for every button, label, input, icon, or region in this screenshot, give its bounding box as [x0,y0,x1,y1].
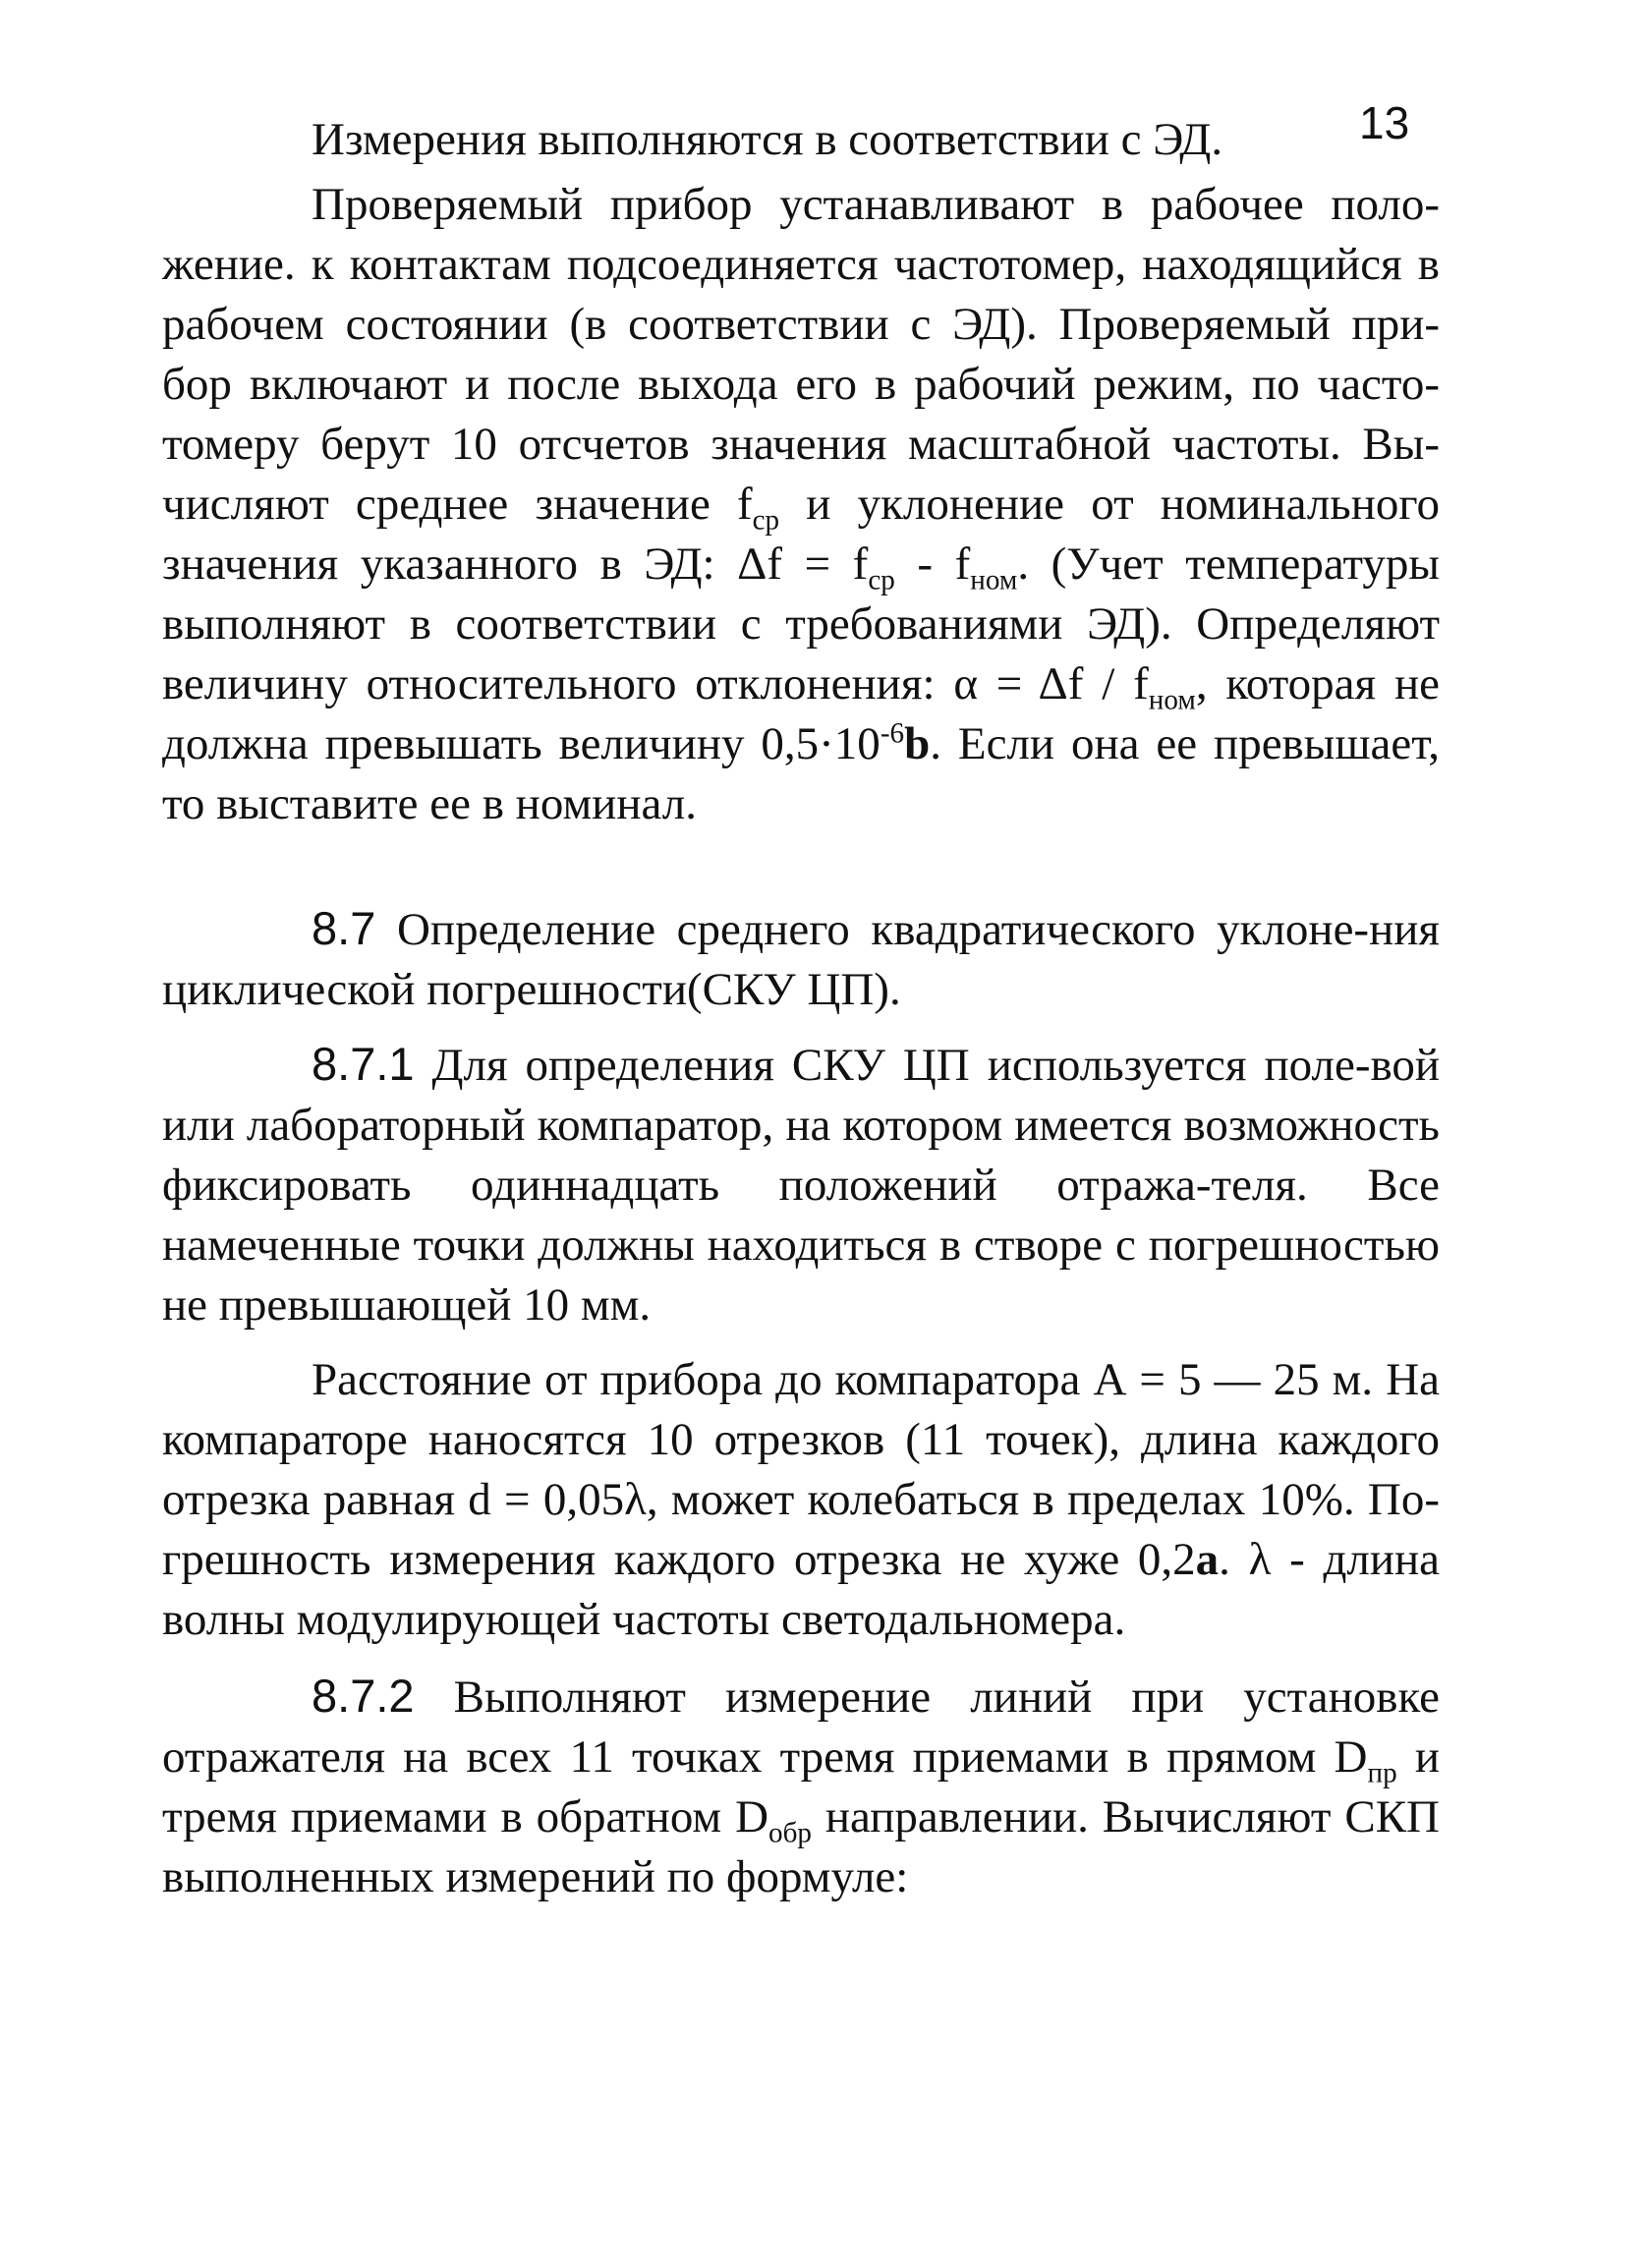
section-8-7-heading: 8.7 Определение среднего квадратического уклоне-ния циклической погрешности(СКУ ЦП). [162,902,1441,1015]
paragraph-frequency-check: Проверяемый прибор устанавливают в рабочее поло-жение. к контактам подсоединяется частотомер, находящийся в рабочем состоянии (в соответствии с ЭД). Проверяемый при-бор включают и после выхода его в рабочий режим, по часто-томеру берут 10 отсчетов значения масштабной частоты. Вы-числяют среднее значение $f_{ср}$ и уклонение от номинального значения указанного в ЭД: $\Delta f = f_{ср} - f_{ном}$. (Учет температуры выполняют в соответствии с требованиями ЭД). Определяют величину относительного отклонения: $\alpha = \Delta f / f_{ном}$, которая не должна превышать величину $0,5\cdot 10^{-6}b$. Если она ее превышает, то выставите ее в номинал. [162,179,1440,829]
page-number: 13 [1359,97,1410,148]
paragraph-measurements-ed: Измерения выполняются в соответствии с ЭД. [312,114,1223,165]
section-8-7-2: 8.7.2 Выполняют измерение линий при установке отражателя на всех 11 точках тремя приемами в прямом $D_{пр}$ и тремя приемами в обратном $D_{обр}$ направлении. Вычисляют СКП выполненных измерений по формуле: [162,1670,1440,1902]
section-8-7-1: 8.7.1 Для определения СКУ ЦП используется поле-вой или лабораторный компаратор, на котором имеется возможность фиксировать одиннадцать положений отража-теля. Все намеченные точки должны находиться в створе с погрешностью не превышающей 10 мм. [162,1038,1440,1331]
paragraph-comparator-distance: Расстояние от прибора до компаратора А = 5 — 25 м. На компараторе наносятся 10 отрезков (11 точек), длина каждого отрезка равная d = 0,05λ, может колебаться в пределах 10%. По-грешность измерения каждого отрезка не хуже 0,2а. λ - длина волны модулирующей частоты светодальномера. [162,1354,1440,1645]
